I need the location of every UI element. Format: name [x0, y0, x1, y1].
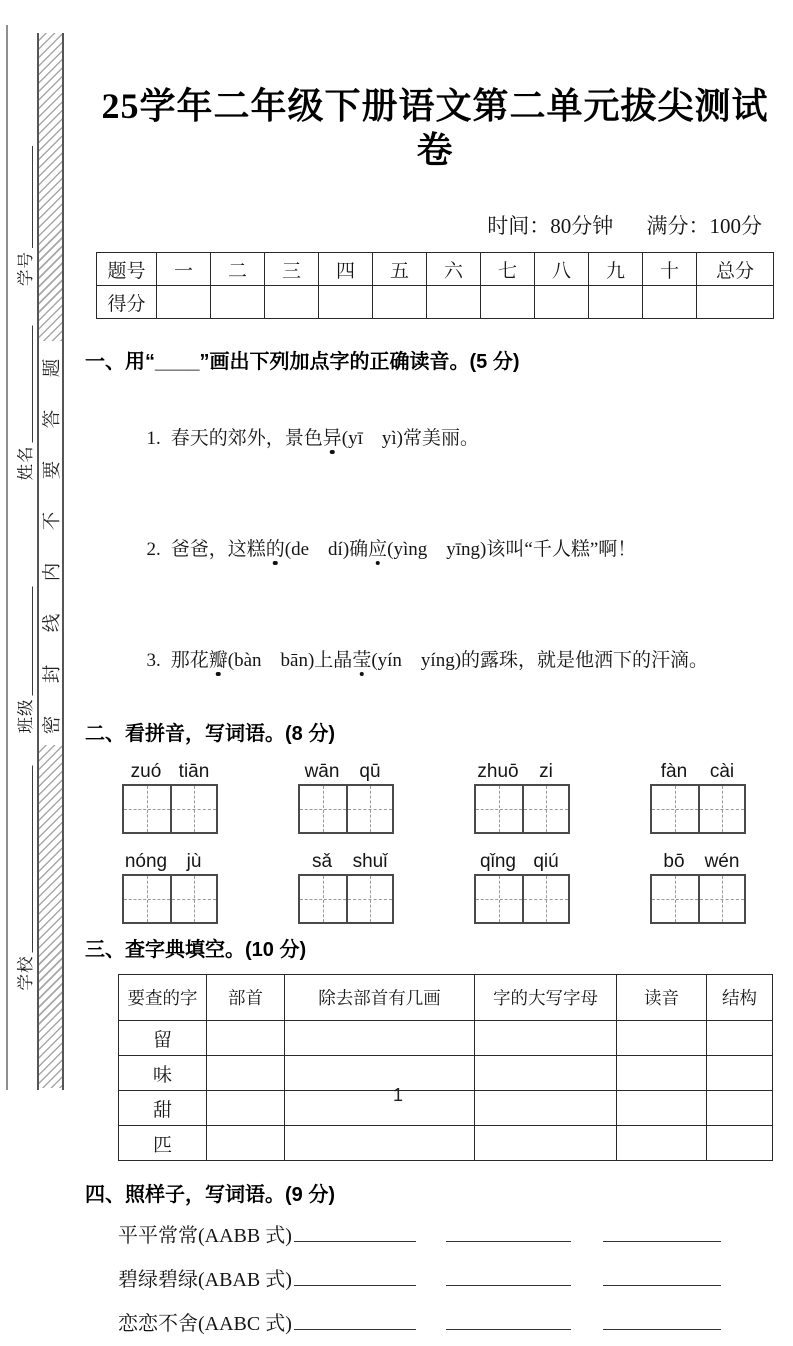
- score-header-cell: 二: [211, 253, 265, 286]
- dict-blank-cell[interactable]: [707, 1126, 773, 1161]
- full-score-label: 满分：100分: [646, 214, 762, 238]
- pinyin-choice[interactable]: (yī yì)常美丽。: [341, 428, 479, 449]
- grid-cell[interactable]: [346, 876, 392, 922]
- grid-cell[interactable]: [698, 786, 744, 832]
- item-text: 爸爸，这糕: [170, 539, 266, 560]
- grid-cell[interactable]: [124, 786, 170, 832]
- score-cell[interactable]: [211, 286, 265, 319]
- school-field: [12, 766, 36, 991]
- section1-item-1: [118, 383, 785, 494]
- pinyin-label: zuó tiān: [130, 761, 210, 782]
- answer-blank[interactable]: [603, 1314, 721, 1330]
- pinyin-label: bō wén: [663, 851, 740, 872]
- dict-header-cell: 要查的字: [119, 975, 207, 1021]
- pinyin-label: wān qū: [304, 761, 381, 782]
- hatch-pattern-top: [39, 33, 62, 341]
- dict-blank-cell[interactable]: [707, 1021, 773, 1056]
- dict-blank-cell[interactable]: [617, 1126, 707, 1161]
- item-number: 1.: [146, 428, 161, 449]
- class-label: 班级: [16, 698, 35, 734]
- dict-char-cell: 匹: [119, 1126, 207, 1161]
- pinyin-word-box: [474, 852, 570, 924]
- school-label: 学校: [16, 955, 35, 991]
- score-cell[interactable]: [427, 286, 481, 319]
- score-row-label: 得分: [97, 286, 157, 319]
- exam-info: [85, 212, 785, 240]
- grid-cell[interactable]: [300, 786, 346, 832]
- writing-grid[interactable]: [474, 874, 570, 924]
- student-name-blank[interactable]: [19, 326, 33, 443]
- writing-grid[interactable]: [650, 874, 746, 924]
- score-header-cell: 八: [535, 253, 589, 286]
- item-number: 2.: [146, 539, 161, 560]
- answer-blank[interactable]: [603, 1270, 721, 1286]
- score-header-cell: 六: [427, 253, 481, 286]
- grid-cell[interactable]: [170, 786, 216, 832]
- grid-cell[interactable]: [698, 876, 744, 922]
- dict-blank-cell[interactable]: [475, 1126, 617, 1161]
- section1-item-3: [118, 605, 785, 716]
- item-text: 春天的郊外，景色: [170, 428, 323, 449]
- dict-blank-cell[interactable]: [617, 1021, 707, 1056]
- answer-blank[interactable]: [294, 1226, 416, 1242]
- pinyin-word-box: [122, 852, 218, 924]
- grid-cell[interactable]: [522, 786, 568, 832]
- score-header-cell: 五: [373, 253, 427, 286]
- pinyin-word-box: [474, 762, 570, 834]
- item-number: 3.: [146, 650, 161, 671]
- score-header-cell: 九: [589, 253, 643, 286]
- seal-line-text: 密 封 线 内 不 要 答 题: [42, 351, 63, 735]
- score-header-cell: 题号: [97, 253, 157, 286]
- section4-row: [118, 1302, 785, 1346]
- score-table: [96, 252, 774, 319]
- hatch-pattern-bottom: [39, 745, 62, 1088]
- page-number: 1: [392, 1085, 403, 1105]
- student-id-blank[interactable]: [19, 146, 33, 248]
- dict-blank-cell[interactable]: [207, 1126, 285, 1161]
- pinyin-word-box: [298, 852, 394, 924]
- section4-heading: 四、照样子，写词语。(9 分): [85, 1184, 335, 1206]
- score-cell[interactable]: [373, 286, 427, 319]
- section1-heading: 一、用“____”画出下列加点字的正确读音。(5 分): [85, 351, 520, 373]
- student-name-field: [12, 326, 36, 481]
- score-cell[interactable]: [265, 286, 319, 319]
- pinyin-choice[interactable]: (yìng yīng)该叫“千人糕”啊！: [387, 539, 637, 560]
- dotted-char: 异: [322, 428, 342, 449]
- dict-char-cell: 味: [119, 1056, 207, 1091]
- dict-header-cell: 结构: [707, 975, 773, 1021]
- school-blank[interactable]: [19, 766, 33, 953]
- grid-cell[interactable]: [476, 786, 522, 832]
- score-header-cell: 一: [157, 253, 211, 286]
- score-cell[interactable]: [643, 286, 697, 319]
- dict-header-cell: 部首: [207, 975, 285, 1021]
- time-limit-label: 时间：80分钟: [487, 214, 614, 238]
- answer-blank[interactable]: [446, 1226, 571, 1242]
- answer-blank[interactable]: [446, 1314, 571, 1330]
- dotted-char: 应: [368, 539, 388, 560]
- student-id-label: 学号: [16, 251, 35, 286]
- score-header-cell: 四: [319, 253, 373, 286]
- writing-grid[interactable]: [474, 784, 570, 834]
- pinyin-word-row: [122, 762, 746, 834]
- score-header-cell: 十: [643, 253, 697, 286]
- class-field: [12, 587, 36, 734]
- pinyin-word-box: [650, 762, 746, 834]
- dotted-char: 瓣: [208, 650, 228, 671]
- answer-blank[interactable]: [603, 1226, 721, 1242]
- writing-grid[interactable]: [122, 874, 218, 924]
- grid-cell[interactable]: [300, 876, 346, 922]
- dict-char-cell: 甜: [119, 1091, 207, 1126]
- writing-grid[interactable]: [122, 784, 218, 834]
- dict-char-cell: 留: [119, 1021, 207, 1056]
- dict-blank-cell[interactable]: [707, 1091, 773, 1126]
- grid-cell[interactable]: [652, 786, 698, 832]
- class-blank[interactable]: [19, 587, 33, 696]
- score-cell[interactable]: [697, 286, 774, 319]
- dictionary-table: [118, 974, 773, 1161]
- dict-blank-cell[interactable]: [285, 1126, 475, 1161]
- score-header-cell: 三: [265, 253, 319, 286]
- pinyin-label: nóng jù: [124, 851, 202, 872]
- grid-cell[interactable]: [652, 876, 698, 922]
- score-header-cell: 总分: [697, 253, 774, 286]
- pinyin-word-row: [122, 852, 746, 924]
- pinyin-label: qǐng qiú: [480, 851, 559, 872]
- item-text: 那花: [170, 650, 209, 671]
- section4-row: [118, 1258, 785, 1302]
- grid-cell[interactable]: [170, 876, 216, 922]
- answer-blank[interactable]: [294, 1270, 416, 1286]
- writing-grid[interactable]: [298, 874, 394, 924]
- grid-cell[interactable]: [476, 876, 522, 922]
- grid-cell[interactable]: [522, 876, 568, 922]
- dict-header-cell: 读音: [617, 975, 707, 1021]
- answer-blank[interactable]: [446, 1270, 571, 1286]
- page-edge-line: [6, 25, 8, 1090]
- word-example: 恋恋不舍(AABC 式): [118, 1313, 292, 1335]
- writing-grid[interactable]: [650, 784, 746, 834]
- pinyin-word-box: [298, 762, 394, 834]
- score-cell[interactable]: [535, 286, 589, 319]
- pinyin-word-box: [122, 762, 218, 834]
- student-id-field: [12, 146, 36, 286]
- section3-heading: 三、查字典填空。(10 分): [85, 939, 307, 961]
- pinyin-choice[interactable]: (yín yíng)的露珠，就是他洒下的汗滴。: [371, 650, 709, 671]
- word-example: 平平常常(AABB 式): [118, 1225, 292, 1247]
- score-cell[interactable]: [157, 286, 211, 319]
- pinyin-label: zhuō zi: [477, 761, 553, 782]
- grid-cell[interactable]: [346, 786, 392, 832]
- score-cell[interactable]: [481, 286, 535, 319]
- dict-header-cell: 字的大写字母: [475, 975, 617, 1021]
- grid-cell[interactable]: [124, 876, 170, 922]
- score-header-cell: 七: [481, 253, 535, 286]
- score-cell[interactable]: [319, 286, 373, 319]
- pinyin-choice[interactable]: (bàn bān)上晶: [227, 650, 353, 671]
- dict-blank-cell[interactable]: [475, 1021, 617, 1056]
- student-name-label: 姓名: [16, 445, 35, 481]
- dict-blank-cell[interactable]: [285, 1021, 475, 1056]
- section1-item-2: [118, 494, 785, 605]
- writing-grid[interactable]: [298, 784, 394, 834]
- paper-content: [85, 0, 785, 1346]
- pinyin-word-box: [650, 852, 746, 924]
- seal-strip: [37, 33, 64, 1090]
- pinyin-choice[interactable]: (de dí)确: [284, 539, 369, 560]
- dotted-char: 的: [265, 539, 285, 560]
- dict-blank-cell[interactable]: [207, 1021, 285, 1056]
- pinyin-label: fàn cài: [660, 761, 735, 782]
- dotted-char: 莹: [352, 650, 372, 671]
- section2-heading: 二、看拼音，写词语。(8 分): [85, 723, 335, 745]
- score-cell[interactable]: [589, 286, 643, 319]
- pinyin-label: sǎ shuǐ: [311, 851, 388, 872]
- section4-row: [118, 1214, 785, 1258]
- dict-header-cell: 除去部首有几画: [285, 975, 475, 1021]
- paper-title: 25学年二年级下册语文第二单元拔尖测试卷: [101, 86, 769, 170]
- dict-blank-cell[interactable]: [707, 1056, 773, 1091]
- answer-blank[interactable]: [294, 1314, 416, 1330]
- word-example: 碧绿碧绿(ABAB 式): [118, 1269, 292, 1291]
